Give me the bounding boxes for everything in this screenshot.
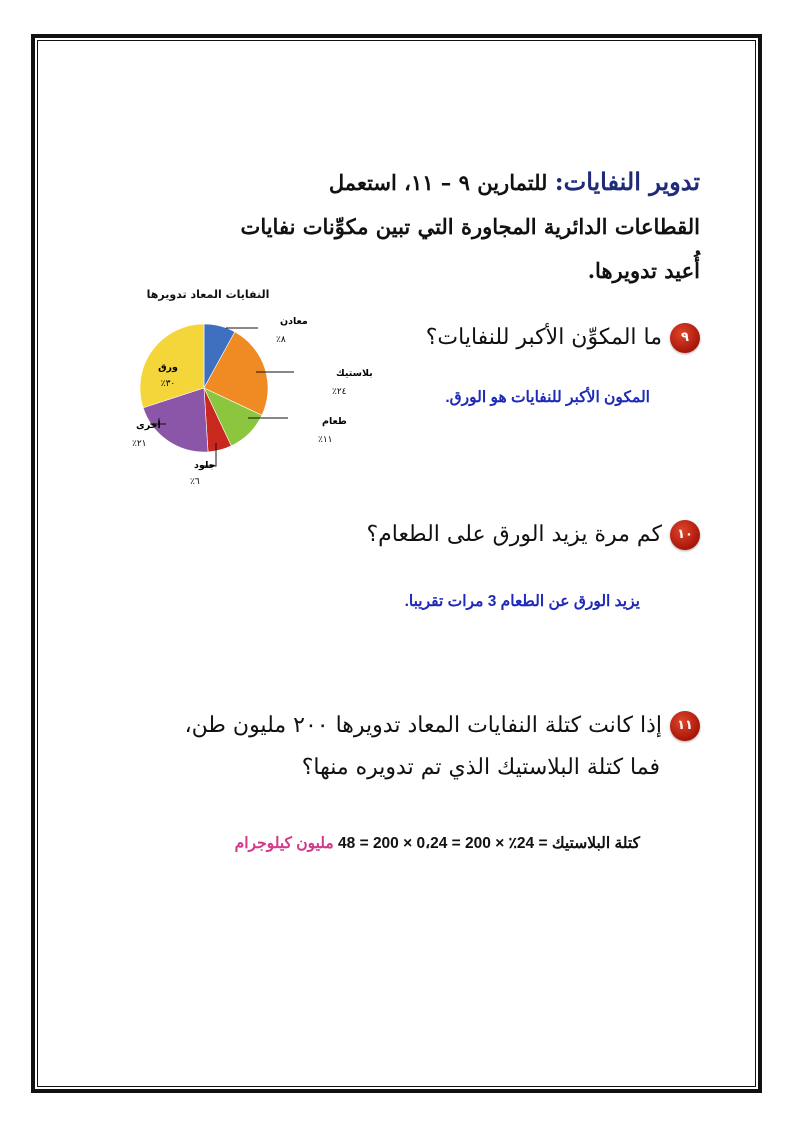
- chart-title: النفايات المعاد تدويرها: [146, 288, 270, 301]
- question-10: [366, 515, 700, 555]
- question-number-badge: ٩: [670, 323, 700, 353]
- intro-line2: القطاعات الدائرية المجاورة التي تبين مكوِّنات نفايات: [240, 214, 700, 239]
- question-11: [185, 705, 700, 789]
- intro-line1: للتمارين ٩ – ١١، استعمل: [328, 170, 548, 195]
- slice-value-2: ١١٪: [318, 435, 333, 445]
- intro-heading: تدوير النفايات:: [554, 167, 700, 196]
- answer-11-unit: مليون كيلوجرام: [234, 835, 334, 852]
- question-text: ما المكوِّن الأكبر للنفايات؟: [425, 325, 662, 350]
- slice-value-4: ٢١٪: [132, 439, 147, 449]
- pie-chart: [108, 288, 373, 498]
- intro-line3: أُعيد تدويرها.: [587, 258, 700, 283]
- answer-11: [235, 834, 640, 853]
- slice-value-3: ٦٪: [190, 477, 200, 487]
- intro-text: [220, 160, 700, 293]
- slice-label-2: طعام: [322, 416, 347, 427]
- slice-label-3: جلود: [194, 460, 216, 471]
- answer-10: يزيد الورق عن الطعام 3 مرات تقريبا.: [404, 593, 640, 610]
- slice-value-5: ٣٠٪: [160, 379, 176, 389]
- question-number-badge: ١٠: [670, 520, 700, 550]
- answer-9: المكون الأكبر للنفايات هو الورق.: [445, 389, 650, 406]
- slice-label-1: بلاستيك: [336, 368, 373, 379]
- slice-value-1: ٢٤٪: [332, 387, 347, 397]
- question-number-badge: ١١: [670, 711, 700, 741]
- slice-value-0: ٨٪: [276, 335, 286, 345]
- question-9: [426, 318, 700, 358]
- question-text-line2: فما كتلة البلاستيك الذي تم تدويره منها؟: [301, 755, 660, 780]
- slice-label-0: معادن: [280, 316, 308, 327]
- question-text: كم مرة يزيد الورق على الطعام؟: [366, 522, 662, 547]
- answer-11-equation: كتلة البلاستيك = 24٪ × 200 = 0،24 × 200 = 48: [338, 835, 640, 852]
- pie-svg: [108, 288, 373, 498]
- question-text-line1: إذا كانت كتلة النفايات المعاد تدويرها ٢٠٠ مليون طن،: [184, 713, 662, 738]
- slice-label-4: أخرى: [136, 420, 161, 431]
- slice-label-5: ورق: [158, 362, 178, 373]
